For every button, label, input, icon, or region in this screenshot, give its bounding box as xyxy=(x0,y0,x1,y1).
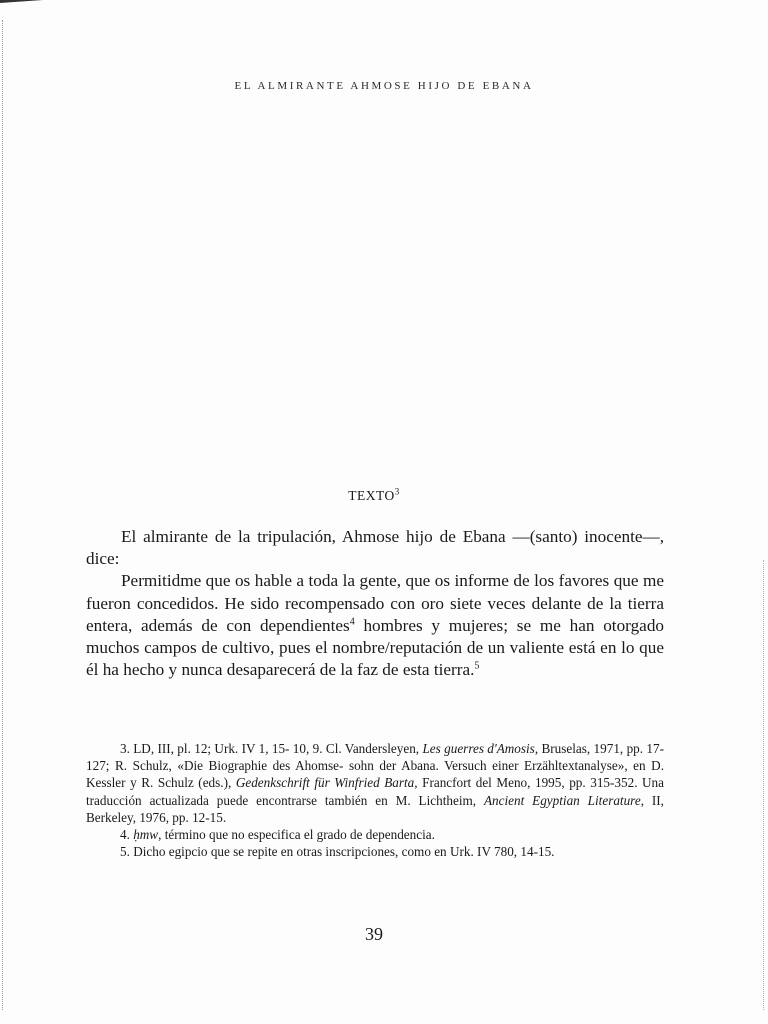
footnote-3-text-e: , Francfort del Meno, 1995, pp. 315-352. Una traducción actualizada puede encontrarse también en M. Lichtheim, xyxy=(86,775,665,808)
footnote-ref-5: 5 xyxy=(474,660,480,672)
footnote-4-text: , término que no especifica el grado de dependencia. xyxy=(158,827,435,843)
footnote-3-title-3: Ancient Egyptian Literature xyxy=(483,792,641,808)
footnote-3-text-a: 3. LD, III, pl. 12; Urk. IV 1, 15- 10, 9. Cl. Vandersleyen, xyxy=(120,741,423,756)
body-text xyxy=(86,526,664,681)
footnote-3 xyxy=(86,740,664,826)
running-head: EL ALMIRANTE AHMOSE HIJO DE EBANA xyxy=(234,80,534,92)
section-title-text: TEXTO xyxy=(348,488,395,503)
footnote-4 xyxy=(86,826,664,843)
paragraph-1: El almirante de la tripulación, Ahmose hijo de Ebana —(santo) inocente—, dice: xyxy=(86,527,664,569)
footnote-3-title-1: Les guerres d'Amosis xyxy=(422,741,535,756)
footnote-4-term: ḥmw xyxy=(133,827,159,843)
footnote-4-number: 4. xyxy=(120,827,134,843)
footnote-ref-3: 3 xyxy=(394,486,400,497)
paragraph-2-part-a: Permitidme que os hable a toda la gente, que os informe de los favores que me fueron concedidos. He sido recompensado con oro siete veces delante de la tierra entera, además de con dependientes xyxy=(86,571,664,635)
paragraph-2 xyxy=(86,570,664,681)
footnote-3-text-c: , Bruselas, 1971, pp. 17-127; R. Schulz, «Die Biographie des Ahomse- sohn der Abana. Versuch einer Erzähltextanalyse», en D. Kessler y R. Schulz (eds.), xyxy=(86,741,665,791)
page-number: 39 xyxy=(365,924,383,944)
scan-corner-artifact xyxy=(0,0,56,15)
paragraph-2-part-b: hombres y mujeres; se me han otorgado muchos campos de cultivo, pues el nombre/reputación de un valiente está en lo que él ha hecho y nunca desaparecerá de la faz de esta tierra. xyxy=(86,615,665,680)
footnote-5: 5. Dicho egipcio que se repite en otras inscripciones, como en Urk. IV 780, 14-15. xyxy=(120,844,555,860)
section-title xyxy=(0,488,748,504)
footnote-3-title-2: Gedenkschrift für Winfried Barta xyxy=(235,775,415,791)
footnotes xyxy=(86,740,664,860)
scan-right-edge xyxy=(763,560,765,1010)
footnote-3-text-g: , II, Berkeley, 1976, pp. 12-15. xyxy=(86,792,664,825)
footnote-ref-4: 4 xyxy=(349,616,355,628)
scan-left-edge xyxy=(2,20,4,1010)
